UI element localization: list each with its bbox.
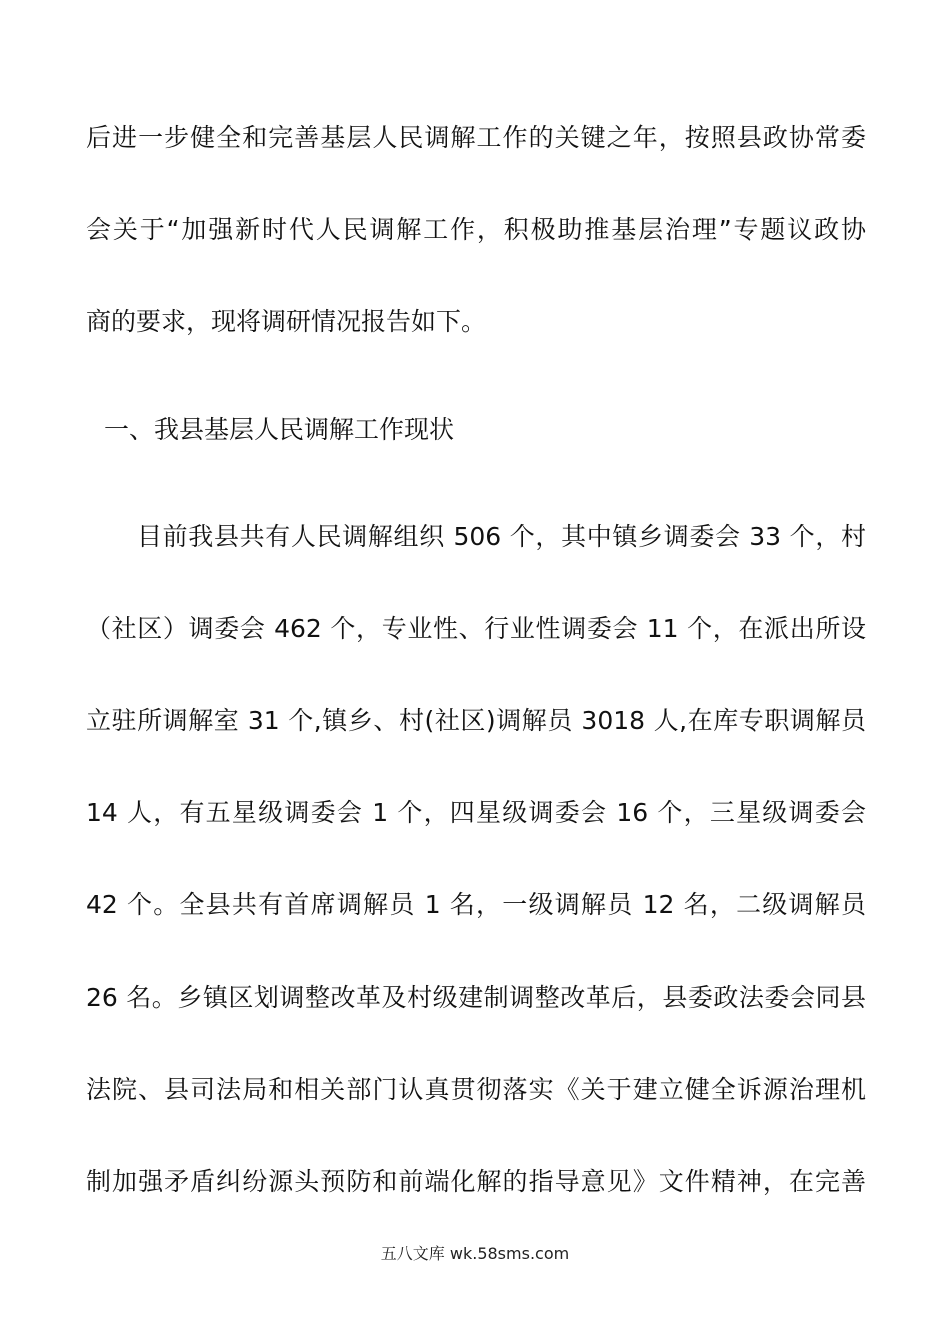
footer-watermark: 五八文库 wk.58sms.com <box>380 1244 570 1263</box>
body-text-line: （社区）调委会 462 个，专业性、行业性调委会 11 个，在派出所设 <box>86 614 866 643</box>
body-text-line: 14 人，有五星级调委会 1 个，四星级调委会 16 个，三星级调委会 <box>86 798 866 827</box>
body-text-line: 立驻所调解室 31 个,镇乡、村(社区)调解员 3018 人,在库专职调解员 <box>86 706 866 735</box>
body-text-line: 会关于“加强新时代人民调解工作，积极助推基层治理”专题议政协 <box>86 215 866 244</box>
body-text-line: 制加强矛盾纠纷源头预防和前端化解的指导意见》文件精神，在完善 <box>86 1167 866 1196</box>
body-text-line: 目前我县共有人民调解组织 506 个，其中镇乡调委会 33 个，村 <box>137 522 866 551</box>
body-text-line: 后进一步健全和完善基层人民调解工作的关键之年，按照县政协常委 <box>86 123 866 152</box>
body-text-line: 商的要求，现将调研情况报告如下。 <box>86 307 487 336</box>
body-text-line: 26 名。乡镇区划调整改革及村级建制调整改革后，县委政法委会同县 <box>86 983 866 1012</box>
body-text-line: 法院、县司法局和相关部门认真贯彻落实《关于建立健全诉源治理机 <box>86 1075 866 1104</box>
body-text-line: 42 个。全县共有首席调解员 1 名，一级调解员 12 名，二级调解员 <box>86 890 866 919</box>
section-heading: 一、我县基层人民调解工作现状 <box>104 415 455 444</box>
